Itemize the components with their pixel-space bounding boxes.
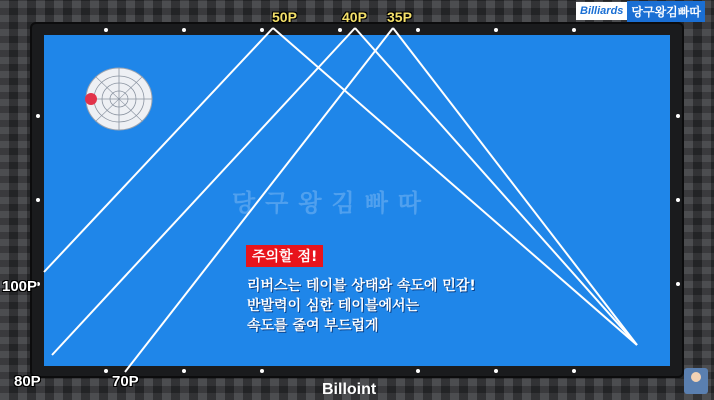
notice-line: 리버스는 테이블 상태와 속도에 민감! <box>247 278 476 294</box>
label-50p: 50P <box>272 9 297 25</box>
aim-line-100 <box>44 28 273 272</box>
notice-title: 주의할 점! <box>246 245 323 267</box>
badge-channel-name: 당구왕김빠따 <box>627 1 705 22</box>
label-80p: 80P <box>14 373 41 390</box>
label-35p: 35P <box>387 9 412 25</box>
footer-brand: Billoint <box>322 381 377 398</box>
label-40p: 40P <box>342 9 367 25</box>
watermark-text: 당구왕김빠따 <box>232 189 432 217</box>
aim-line-reverse-35 <box>393 28 637 345</box>
badge-brand: Billiards <box>576 2 627 20</box>
spin-target-diagram <box>84 66 154 132</box>
channel-badge <box>576 0 714 22</box>
notice-line: 속도를 줄여 부드럽게 <box>247 318 379 334</box>
hit-point-marker <box>85 93 97 105</box>
label-100p: 100P <box>2 278 38 295</box>
channel-avatar-icon <box>684 368 708 394</box>
notice-line: 반발력이 심한 테이블에서는 <box>247 298 420 314</box>
label-70p: 70P <box>112 373 139 390</box>
